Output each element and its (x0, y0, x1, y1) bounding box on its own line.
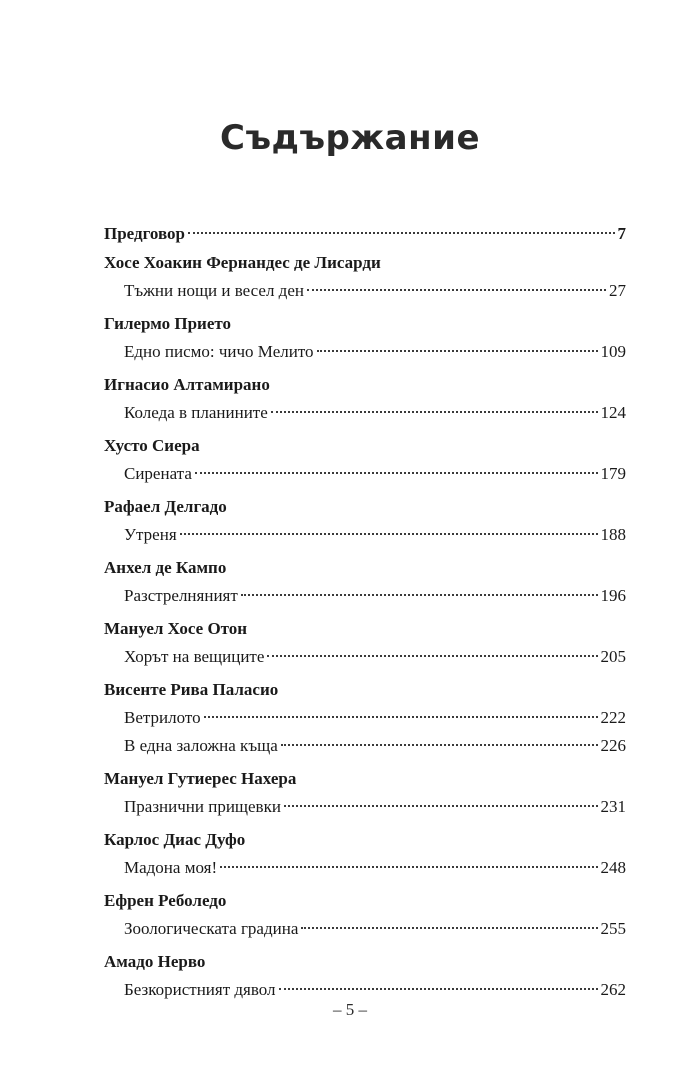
toc-author-name: Карлос Диас Дуфо (104, 830, 246, 849)
toc-page-number: 179 (600, 464, 626, 483)
toc-author-group (104, 431, 626, 488)
dot-leader (317, 350, 598, 352)
dot-leader (195, 472, 598, 474)
toc-author-name: Мануел Хосе Отон (104, 619, 248, 638)
toc-page-number: 7 (617, 224, 626, 243)
toc-author-name: Мануел Гутиерес Нахера (104, 769, 297, 788)
toc-page-number: 231 (600, 797, 626, 816)
toc-page-number: 222 (600, 708, 626, 727)
toc-story-entry (104, 521, 626, 549)
toc-author-name: Ефрен Реболедо (104, 891, 227, 910)
dot-leader (241, 594, 598, 596)
toc-story-entry (104, 915, 626, 943)
toc-story-title: Безкористният дявол (124, 980, 276, 999)
toc-story-entry (104, 793, 626, 821)
toc-story-entry (104, 643, 626, 671)
dot-leader (281, 744, 598, 746)
toc-author-group (104, 675, 626, 760)
toc-author-group (104, 886, 626, 943)
toc-author-group (104, 553, 626, 610)
toc-story-title: Мадона моя! (124, 858, 218, 877)
dot-leader (271, 411, 598, 413)
toc-page-number: 188 (600, 525, 626, 544)
toc-story-title: Ветрилото (124, 708, 201, 727)
toc-story-entry (104, 704, 626, 732)
table-of-contents (104, 220, 626, 1004)
toc-story-title: Зоологическата градина (124, 919, 299, 938)
toc-page-number: 205 (600, 647, 626, 666)
toc-author-group (104, 309, 626, 366)
toc-author-name: Гилермо Прието (104, 314, 231, 333)
toc-story-entry (104, 338, 626, 366)
dot-leader (220, 866, 597, 868)
page-title: Съдържание (220, 118, 480, 158)
toc-story-entry (104, 854, 626, 882)
dot-leader (301, 927, 597, 929)
toc-author-group (104, 370, 626, 427)
toc-author-group (104, 825, 626, 882)
toc-author-group (104, 947, 626, 1004)
dot-leader (204, 716, 598, 718)
toc-page-number: 248 (600, 858, 626, 877)
toc-entry-label: Предговор (104, 224, 185, 243)
toc-author-name: Рафаел Делгадо (104, 497, 227, 516)
toc-entry-preface (104, 220, 626, 248)
toc-story-title: Едно писмо: чичо Мелито (124, 342, 314, 361)
toc-groups (104, 248, 626, 1004)
page-number-footer: – 5 – (333, 1000, 367, 1019)
dot-leader (188, 232, 615, 234)
toc-author-name: Амадо Нерво (104, 952, 206, 971)
toc-author-group (104, 492, 626, 549)
toc-author-group (104, 248, 626, 305)
toc-story-title: Сирената (124, 464, 192, 483)
toc-author-group (104, 614, 626, 671)
toc-page-number: 27 (609, 281, 626, 300)
toc-story-entry (104, 582, 626, 610)
toc-author-name: Игнасио Алтамирано (104, 375, 270, 394)
dot-leader (307, 289, 606, 291)
toc-author-name: Хусто Сиера (104, 436, 200, 455)
toc-story-title: Тъжни нощи и весел ден (124, 281, 304, 300)
toc-story-entry (104, 460, 626, 488)
toc-author-name: Хосе Хоакин Фернандес де Лисарди (104, 253, 381, 272)
toc-story-title: Хорът на вещиците (124, 647, 265, 666)
toc-author-group (104, 764, 626, 821)
toc-story-title: Разстрелняният (124, 586, 238, 605)
toc-author-name: Висенте Рива Паласио (104, 680, 279, 699)
toc-story-title: Утреня (124, 525, 177, 544)
toc-page-number: 196 (600, 586, 626, 605)
toc-page-number: 124 (600, 403, 626, 422)
toc-story-title: В една заложна къща (124, 736, 278, 755)
dot-leader (180, 533, 598, 535)
toc-story-title: Коледа в планините (124, 403, 268, 422)
dot-leader (279, 988, 598, 990)
toc-page-number: 226 (600, 736, 626, 755)
toc-story-entry (104, 277, 626, 305)
toc-author-name: Анхел де Кампо (104, 558, 227, 577)
toc-story-entry (104, 399, 626, 427)
toc-page-number: 109 (600, 342, 626, 361)
toc-page-number: 262 (600, 980, 626, 999)
toc-story-title: Празнични прищевки (124, 797, 281, 816)
dot-leader (267, 655, 597, 657)
toc-page-number: 255 (600, 919, 626, 938)
toc-story-entry (104, 732, 626, 760)
dot-leader (284, 805, 598, 807)
